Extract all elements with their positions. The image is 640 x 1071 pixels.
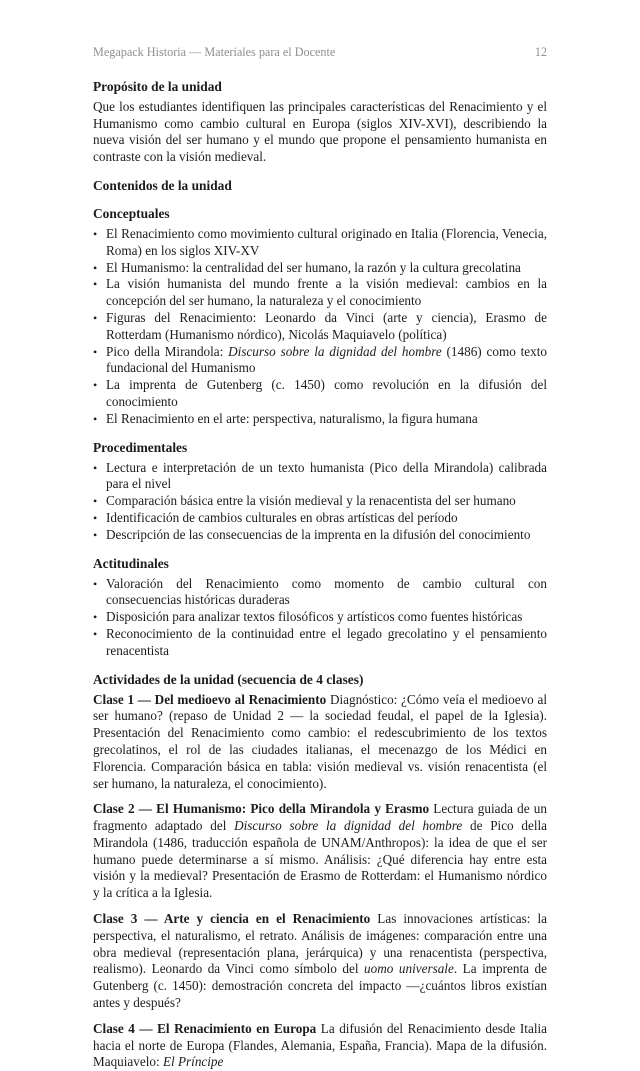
subsection-heading-conceptuales: Conceptuales bbox=[93, 205, 170, 221]
list-item-text: Disposición para analizar textos filosóficos y artísticos como fuentes históricas bbox=[106, 609, 523, 625]
section-heading-actividades: Actividades de la unidad (secuencia de 4 clases) bbox=[93, 671, 364, 687]
list-item-text: La visión humanista del mundo frente a la visión medieval: cambios en la concepción del ser humano, la naturaleza y el conocimiento bbox=[106, 276, 547, 309]
bullet-icon: • bbox=[93, 260, 98, 275]
bullet-icon: • bbox=[93, 576, 98, 591]
list-item bbox=[93, 377, 547, 411]
bullet-icon: • bbox=[93, 460, 98, 475]
list-item-text: Identificación de cambios culturales en obras artísticas del período bbox=[106, 509, 458, 525]
list-item bbox=[93, 609, 547, 626]
proposito-paragraph: Que los estudiantes identifiquen las principales características del Renacimiento y el Humanismo como cambio cultural en Europa (siglos XIV-XVI), describiendo la nueva visión del ser humano y el mundo que propone el pensamiento humanista en contraste con la visión medieval. bbox=[93, 98, 547, 165]
list-item-text: El Renacimiento como movimiento cultural originado en Italia (Florencia, Venecia, Roma) en los siglos XIV-XV bbox=[106, 225, 547, 258]
running-title: Megapack Historia — Materiales para el Docente bbox=[93, 45, 336, 59]
list-item bbox=[93, 411, 547, 428]
bullet-icon: • bbox=[93, 277, 98, 292]
bullet-icon: • bbox=[93, 344, 98, 359]
list-item bbox=[93, 310, 547, 344]
list-item-text: Figuras del Renacimiento: Leonardo da Vinci (arte y ciencia), Erasmo de Rotterdam (Humanismo nórdico), Nicolás Maquiavelo (política) bbox=[106, 309, 547, 342]
subsection-heading-procedimentales: Procedimentales bbox=[93, 439, 188, 455]
section-heading-proposito: Propósito de la unidad bbox=[93, 78, 222, 94]
list-item-text: La imprenta de Gutenberg (c. 1450) como revolución en la difusión del conocimiento bbox=[106, 377, 547, 409]
procedimentales-list bbox=[93, 460, 547, 544]
bullet-icon: • bbox=[93, 378, 98, 393]
list-item-text: Pico della Mirandola: Discurso sobre la dignidad del hombre (1486) como texto fundacional del Humanismo bbox=[106, 343, 547, 376]
list-item bbox=[93, 527, 547, 544]
clase-4-paragraph: Clase 4 — El Renacimiento en Europa La difusión del Renacimiento desde Italia hacia el norte de Europa (Flandes, Alemania, España, Francia). Mapa de la difusión. Maquiavelo: El Príncipe bbox=[93, 1020, 547, 1070]
subsection-heading-actitudinales: Actitudinales bbox=[93, 555, 169, 571]
section-heading-contenidos: Contenidos de la unidad bbox=[93, 177, 232, 193]
bullet-icon: • bbox=[93, 510, 98, 525]
list-item bbox=[93, 510, 547, 527]
bullet-icon: • bbox=[93, 626, 98, 641]
list-item-text: El Humanismo: la centralidad del ser humano, la razón y la cultura grecolatina bbox=[106, 259, 521, 275]
list-item bbox=[93, 344, 547, 378]
list-item-text: Descripción de las consecuencias de la imprenta en la difusión del conocimiento bbox=[106, 526, 531, 542]
clase-2-paragraph: Clase 2 — El Humanismo: Pico della Mirandola y Erasmo Lectura guiada de un fragmento adaptado del Discurso sobre la dignidad del hombre de Pico della Mirandola (1486, traducción española de UNAM/Anthropos): la idea de que el ser humano puede determinarse a sí mismo. Análisis: ¿Qué diferencia hay entre esta visión y la medieval? Presentación de Erasmo de Rotterdam: el Humanismo nórdico y la crítica a la Iglesia. bbox=[93, 801, 548, 901]
page-number: 12 bbox=[534, 45, 547, 59]
list-item bbox=[93, 260, 547, 277]
clase-3-paragraph: Clase 3 — Arte y ciencia en el Renacimiento Las innovaciones artísticas: la perspectiva, el naturalismo, el retrato. Análisis de imágenes: comparación entre una obra medieval (representación plana, jerárquica) y una renacentista (perspectiva, realismo). Leonardo da Vinci como símbolo del uomo universale. La imprenta de Gutenberg (c. 1450): demostración concreta del impacto —¿cuántos libros existían antes y después? bbox=[93, 911, 547, 1011]
bullet-icon: • bbox=[93, 610, 98, 625]
list-item-text: Lectura e interpretación de un texto humanista (Pico della Mirandola) calibrada para el nivel bbox=[106, 459, 547, 492]
bullet-icon: • bbox=[93, 226, 98, 241]
bullet-icon: • bbox=[93, 494, 98, 509]
list-item bbox=[93, 493, 547, 510]
list-item bbox=[93, 576, 547, 610]
actitudinales-list bbox=[93, 576, 547, 660]
list-item-text: Reconocimiento de la continuidad entre el legado grecolatino y el pensamiento renacentista bbox=[106, 625, 547, 658]
conceptuales-list bbox=[93, 226, 547, 428]
list-item-text: Comparación básica entre la visión medieval y la renacentista del ser humano bbox=[106, 493, 516, 509]
list-item bbox=[93, 226, 547, 260]
page-body bbox=[93, 78, 547, 1071]
list-item-text: Valoración del Renacimiento como momento de cambio cultural con consecuencias históricas duraderas bbox=[106, 575, 547, 608]
bullet-icon: • bbox=[93, 527, 98, 542]
bullet-icon: • bbox=[93, 310, 98, 325]
list-item bbox=[93, 626, 547, 660]
list-item bbox=[93, 460, 547, 494]
bullet-icon: • bbox=[93, 411, 98, 426]
list-item bbox=[93, 276, 547, 310]
list-item-text: El Renacimiento en el arte: perspectiva, naturalismo, la figura humana bbox=[106, 410, 478, 426]
clase-1-paragraph: Clase 1 — Del medioevo al Renacimiento Diagnóstico: ¿Cómo veía el medioevo al ser humano? (repaso de Unidad 2 — la sociedad feudal, el papel de la Iglesia). Presentación del Renacimiento como cambio: el redescubrimiento de los textos grecolatinos, el rol de las ciudades italianas, el mecenazgo de los Médici en Florencia. Comparación básica en tabla: visión medieval vs. visión renacentista (el ser humano, la naturaleza, el conocimiento). bbox=[93, 691, 547, 791]
page-header bbox=[93, 44, 547, 61]
